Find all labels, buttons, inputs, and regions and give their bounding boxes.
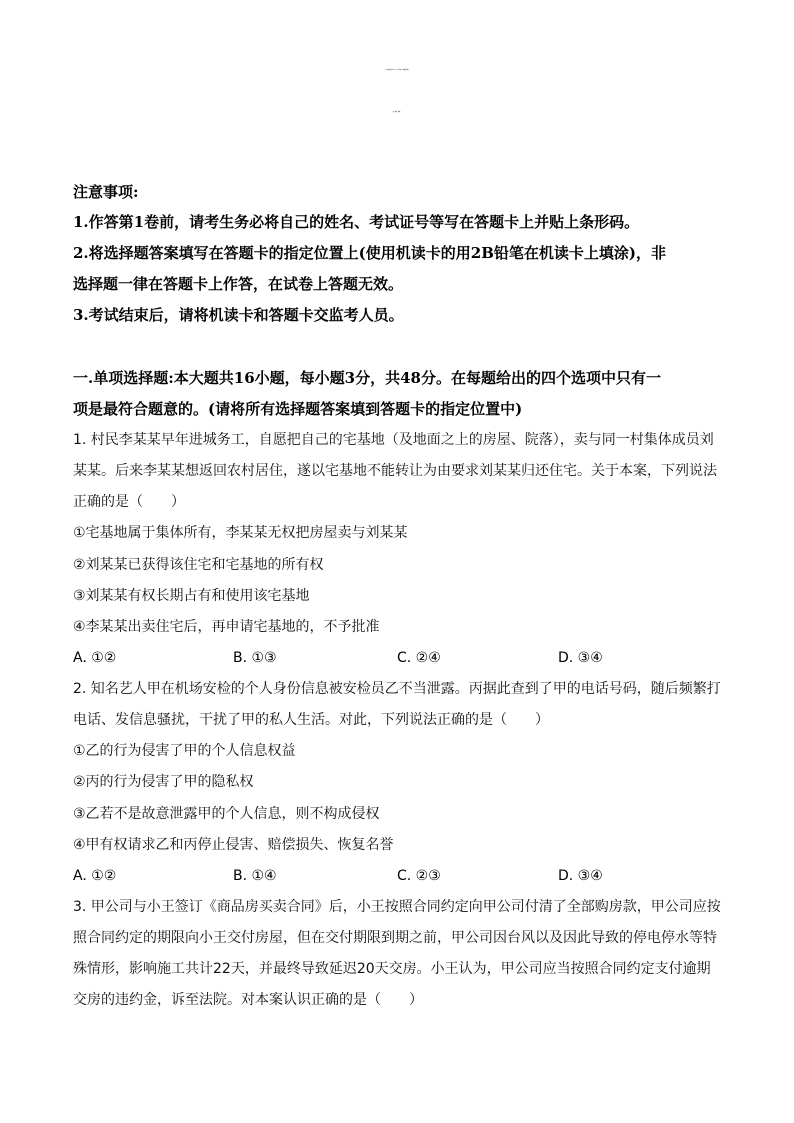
q1-statement-2: ②刘某某已获得该住宅和宅基地的所有权 (73, 557, 324, 573)
q2-statement-4: ④甲有权请求乙和丙停止侵害、赔偿损失、恢复名誉 (73, 837, 394, 853)
q1-stem-line-3: 正确的是（ ） (73, 494, 185, 510)
note-item-2-line-2: 选择题一律在答题卡上作答，在试卷上答题无效。 (73, 275, 404, 293)
q1-option-c: C. ②④ (397, 650, 441, 666)
q1-option-d: D. ③④ (558, 650, 603, 666)
section-instruction-line-2: 项是最符合题意的。(请将所有选择题答案填到答题卡的指定位置中) (73, 400, 523, 418)
q1-statement-4: ④李某某出卖住宅后，再申请宅基地的，不予批准 (73, 619, 380, 635)
q2-option-a: A. ①② (73, 868, 117, 884)
q2-option-c: C. ②③ (397, 868, 441, 884)
q3-stem-line-1: 3. 甲公司与小王签订《商品房买卖合同》后，小王按照合同约定向甲公司付清了全部购房款，甲公司应按 (73, 899, 721, 915)
q2-option-b: B. ①④ (233, 868, 277, 884)
q2-statement-2: ②丙的行为侵害了甲的隐私权 (73, 774, 254, 790)
section-title (0, 337, 794, 357)
q2-statement-1: ①乙的行为侵害了甲的个人信息权益 (73, 743, 296, 759)
q3-stem-line-3: 殊情形，影响施工共计22天，并最终导致延迟20天交房。小王认为，甲公司应当按照合同约定支付逾期 (73, 961, 711, 977)
note-item-1: 1.作答第1卷前，请考生务必将自己的姓名、考试证号等写在答题卡上并贴上条形码。 (73, 213, 640, 231)
q2-stem-line-1: 2. 知名艺人甲在机场安检的个人身份信息被安检员乙不当泄露。丙据此查到了甲的电话号码，随后频繁打 (73, 681, 721, 697)
q3-stem-line-4: 交房的违约金，诉至法院。对本案认识正确的是（ ） (73, 992, 423, 1008)
section-instruction-line-1: 一.单项选择题:本大题共16小题，每小题3分，共48分。在每题给出的四个选项中只有一 (73, 369, 661, 387)
notes-heading: 注意事项: (73, 183, 139, 201)
q1-statement-1: ①宅基地属于集体所有，李某某无权把房屋卖与刘某某 (73, 525, 408, 541)
q1-statement-3: ③刘某某有权长期占有和使用该宅基地 (73, 588, 310, 604)
q2-stem-line-2: 电话、发信息骚扰，干扰了甲的私人生活。对此，下列说法正确的是（ ） (73, 712, 549, 728)
q2-option-d: D. ③④ (558, 868, 603, 884)
q1-option-b: B. ①③ (233, 650, 277, 666)
q1-stem-line-2: 某某。后来李某某想返回农村居住，遂以宅基地不能转让为由要求刘某某归还住宅。关于本案，下列说法 (73, 463, 717, 479)
note-item-3: 3.考试结束后，请将机读卡和答题卡交监考人员。 (73, 306, 404, 324)
exam-subtitle: 高二政治（选修） (393, 112, 401, 113)
q1-option-a: A. ①② (73, 650, 117, 666)
q1-stem-line-1: 1. 村民李某某早年进城务工，自愿把自己的宅基地（及地面之上的房屋、院落），卖与同一村集体成员刘 (73, 432, 714, 448)
q3-stem-line-2: 照合同约定的期限向小王交付房屋，但在交付期限到期之前，甲公司因台风以及因此导致的停电停水等特 (73, 930, 717, 946)
q2-statement-3: ③乙若不是故意泄露甲的个人信息，则不构成侵权 (73, 806, 380, 822)
note-item-2-line-1: 2.将选择题答案填写在答题卡的指定位置上(使用机读卡的用2B铅笔在机读卡上填涂)，非 (73, 244, 666, 262)
exam-title: 江苏省扬州中学2024-2025学年第二学期期中试题 (385, 70, 409, 71)
